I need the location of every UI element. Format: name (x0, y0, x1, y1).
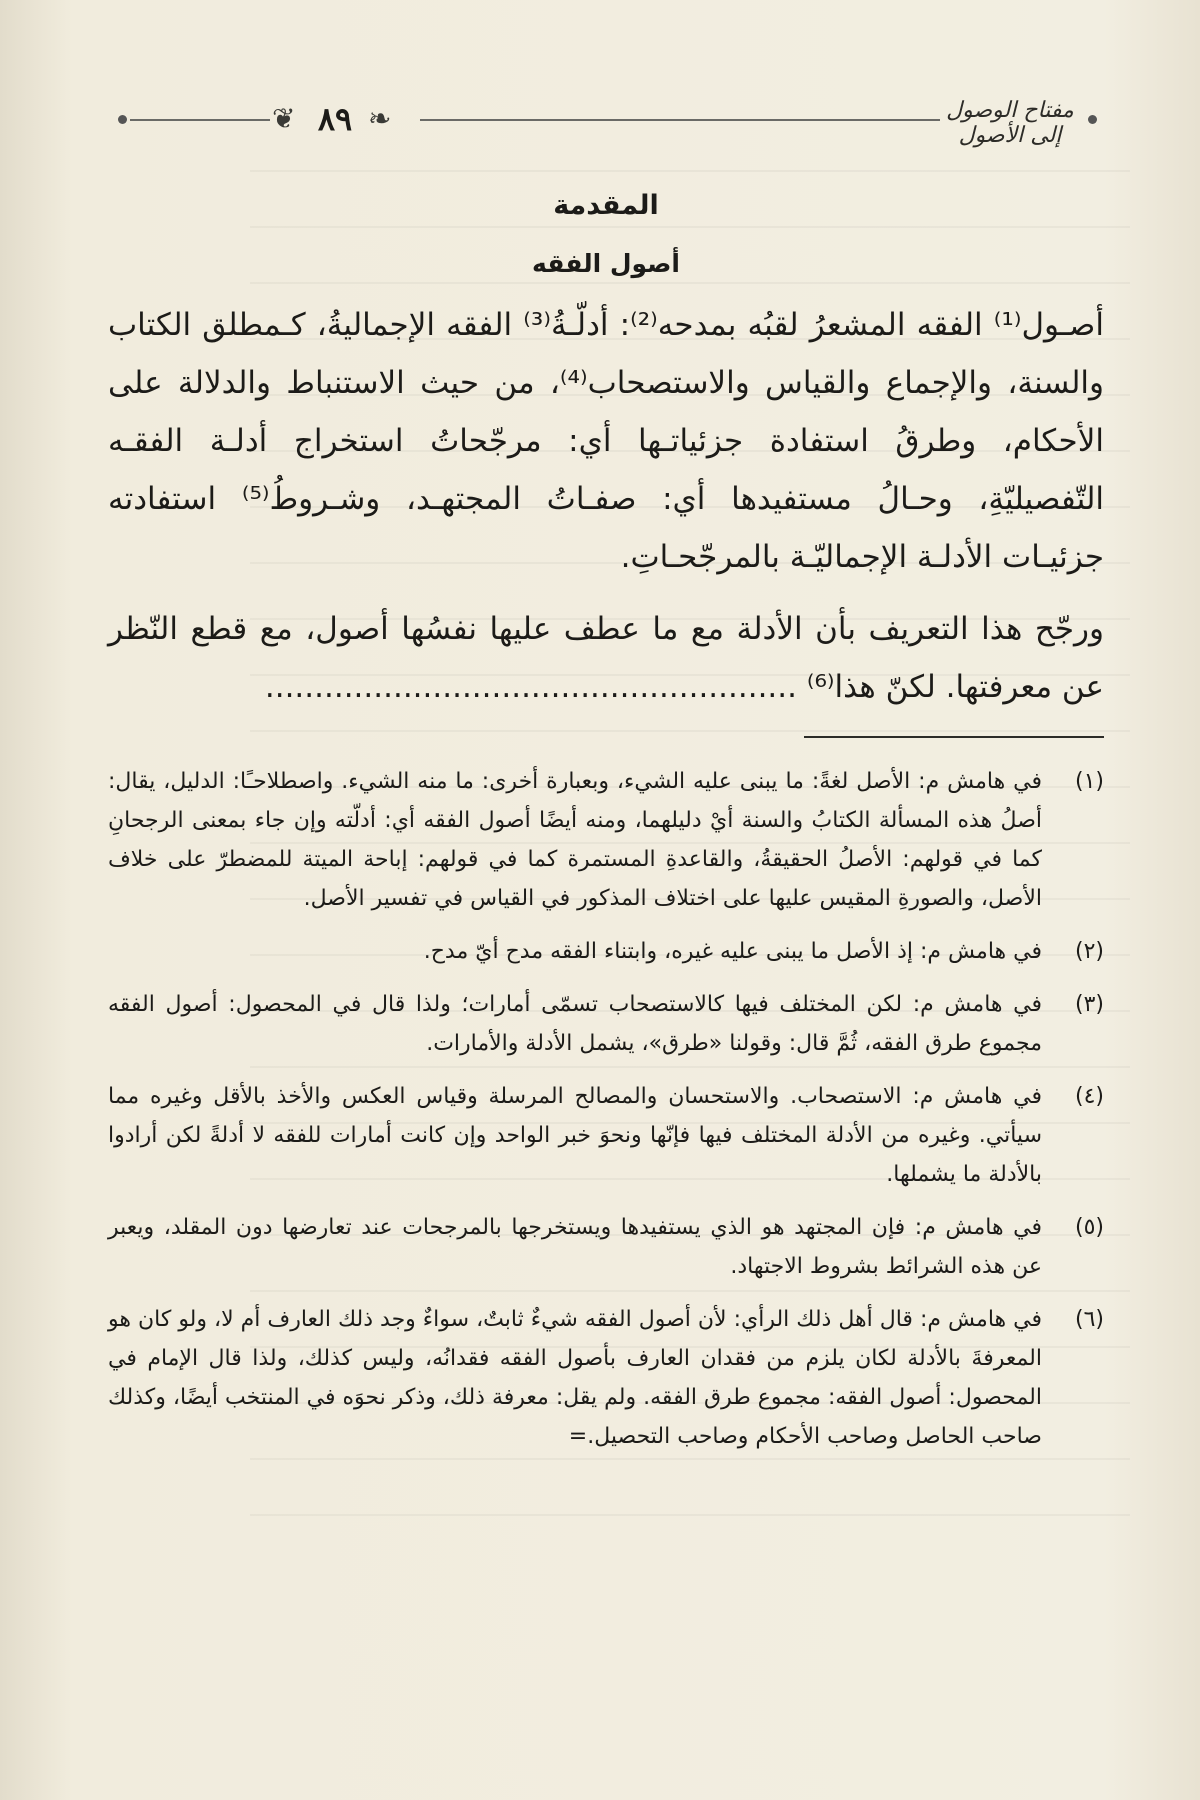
footnote-text: في هامش م: قال أهل ذلك الرأي: لأن أصول الفقه شيءٌ ثابتٌ، سواءٌ وجد ذلك العارف أم لا، ولو كان هو المعرفةَ بالأدلة لكان يلزم من فقدان العارف بأصول الفقه فقدانُه، وليس كذلك، ولذا قال الإمام في المحصول: أصول الفقه: مجموع طرق الفقه. ولم يقل: معرفة ذلك، وذكر نحوَه في المنتخب أيضًا، وكذلك صاحب الحاصل وصاحب الأحكام وصاحب التحصيل.= (108, 1307, 1042, 1449)
footnote-number: (١) (1074, 769, 1104, 794)
header-rule-left (130, 119, 270, 121)
footnote-text: في هامش م: فإن المجتهد هو الذي يستفيدها ويستخرجها بالمرجحات عند تعارضها دون المقلد، ويعبر عن هذه الشرائط بشروط الاجتهاد. (108, 1215, 1042, 1279)
footnote-text: في هامش م: إذ الأصل ما يبنى عليه غيره، وابتناء الفقه مدح أيّ مدح. (423, 939, 1042, 964)
footnote-separator (804, 736, 1104, 738)
footnotes (108, 762, 1104, 1456)
footnote-number: (٣) (1074, 992, 1104, 1017)
footnote-3 (108, 985, 1104, 1063)
ornament-left-icon: ❦ (272, 102, 296, 135)
body-paragraph-1: أصـول⁽¹⁾ الفقه المشعرُ لقبُه بمدحه⁽²⁾: أدلّـةُ⁽³⁾ الفقه الإجماليةُ، كـمطلق الكتاب والسنة، والإجماع والقياس والاستصحاب⁽⁴⁾، من حيث الاستنباط والدلالة على الأحكام، وطرقُ استفادة جزئياتـها أي: مرجّحاتُ استخراج أدلـة الفقـه التّفصيليّةِ، وحـالُ مستفيدها أي: صفـاتُ المجتهـد، وشـروطُ⁽⁵⁾ استفادته جزئيـات الأدلـة الإجماليّـة بالمرجّحـاتِ. (108, 307, 1105, 575)
section-subtitle: أصول الفقه (532, 249, 680, 278)
footnote-5 (108, 1208, 1104, 1286)
footnote-text: في هامش م: الاستصحاب. والاستحسان والمصالح المرسلة وقياس العكس والأخذ بالأقل وغيره مما سيأتي. وغيره من الأدلة المختلف فيها فإنّها ونحوَ خبر الواحد وإن كانت أمارات للفقه لا أدلةً لكن أرادوا بالأدلة ما يشملها. (108, 1084, 1042, 1187)
footnote-6 (108, 1300, 1104, 1456)
footnote-4 (108, 1077, 1104, 1194)
ornament-right-icon: ❧ (368, 102, 392, 135)
running-header (100, 98, 1100, 148)
footnote-text: في هامش م: لكن المختلف فيها كالاستصحاب تسمّى أمارات؛ ولذا قال في المحصول: أصول الفقه مجموع طرق الفقه، ثُمَّ قال: وقولنا «طرق»، يشمل الأدلة والأمارات. (108, 992, 1042, 1056)
page-number: ٨٩ (317, 100, 353, 138)
footnote-number: (٢) (1074, 939, 1104, 964)
footnote-1 (108, 762, 1104, 918)
header-rule-right (420, 119, 940, 121)
footnote-text: في هامش م: الأصل لغةً: ما يبنى عليه الشيء، وبعبارة أخرى: ما منه الشيء. واصطلاحـًا: الدليل، يقال: أصلُ هذه المسألة الكتابُ والسنة أيْ دليلهما، ومنه أيضًا أصول الفقه أي: أدلّته وإن جاء بمعنى الرجحانِ كما في قولهم: الأصلُ الحقيقةُ، والقاعدةِ المستمرة كما في قولهم: إباحة الميتة للمضطرّ على خلاف الأصل، والصورةِ المقيس عليها على اختلاف المذكور في القياس في تفسير الأصل. (108, 769, 1042, 911)
footnote-number: (٤) (1074, 1084, 1104, 1109)
header-dot-left (118, 115, 127, 124)
main-content (108, 190, 1104, 1470)
header-dot-right (1088, 115, 1097, 124)
body-paragraph-2: ورجّح هذا التعريف بأن الأدلة مع ما عطف عليها نفسُها أصول، مع قطع النّظر عن معرفتها. لكنّ هذا⁽⁶⁾ ...................................................... (108, 611, 1104, 705)
footnote-number: (٥) (1074, 1215, 1104, 1240)
book-title: مفتاح الوصول إلى الأصول (946, 98, 1074, 148)
section-title: المقدمة (553, 190, 659, 221)
footnote-number: (٦) (1074, 1307, 1104, 1332)
footnote-2 (108, 932, 1104, 971)
